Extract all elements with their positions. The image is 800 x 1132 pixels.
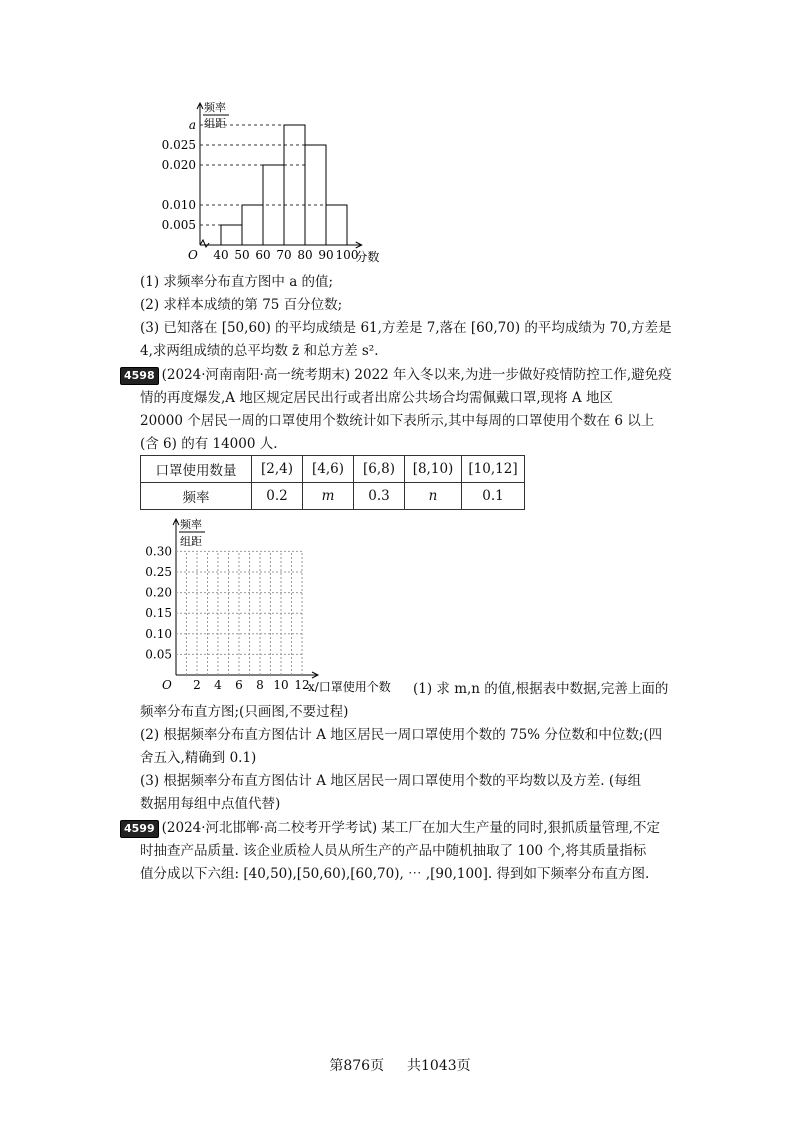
prev-q-item-4: 4,求两组成绩的总平均数 z̄ 和总方差 s². (140, 343, 379, 359)
axis-break-icon (200, 240, 209, 247)
y-tick-label: 0.20 (145, 585, 172, 600)
x-tick-label: 8 (256, 678, 264, 692)
x-tick-label: 90 (318, 248, 334, 262)
x-tick-label: 2 (193, 678, 201, 692)
x-tick-label: 80 (297, 248, 313, 262)
y-tick-label: 0.25 (145, 565, 172, 579)
y-label-bottom: 组距 (180, 535, 202, 548)
x-tick-label: 4 (214, 678, 222, 692)
q4598-item-5: 数据用每组中点值代替) (140, 796, 281, 812)
y-tick-label: 0.025 (161, 138, 196, 152)
table-header-row (141, 456, 525, 483)
x-tick-label: 10 (273, 678, 289, 692)
table-cell: [4,6) (303, 456, 354, 483)
table-cell: [2,4) (252, 456, 303, 483)
table-cell: 0.2 (252, 483, 303, 510)
x-tick-label: 40 (213, 248, 229, 262)
prev-q-item-1: (1) 求频率分布直方图中 a 的值; (140, 274, 334, 290)
q4599-line-2: 时抽查产品质量. 该企业质检人员从所生产的产品中随机抽取了 100 个,将其质量指标 (140, 843, 647, 859)
prev-q-item-2: (2) 求样本成绩的第 75 百分位数; (140, 297, 343, 313)
table-cell: m (303, 483, 354, 510)
histogram-bar (242, 205, 263, 245)
prev-q-item-3: (3) 已知落在 [50,60) 的平均成绩是 61,方差是 7,落在 [60,70) 的平均成绩为 70,方差是 (140, 320, 672, 336)
table-cell: n (405, 483, 462, 510)
table-cell: 0.3 (354, 483, 405, 510)
y-tick-label: 0.30 (145, 544, 172, 559)
y-tick-label: 0.10 (145, 626, 172, 641)
y-tick-label: a (188, 118, 196, 132)
q4598-item-1: 频率分布直方图;(只画图,不要过程) (140, 704, 349, 720)
x-tick-label: 12 (294, 678, 310, 692)
histogram-bar (221, 225, 242, 245)
table-cell: [10,12] (462, 456, 525, 483)
page-footer (0, 1055, 800, 1075)
q4598-text-1: (2024·河南南阳·高一统考期末) 2022 年入冬以来,为进一步做好疫情防控工作,避免疫 (161, 367, 672, 383)
q4599-number-badge: 4599 (120, 820, 159, 838)
histogram-bar (284, 125, 305, 245)
mask-usage-table (140, 455, 525, 510)
y-tick-label: 0.15 (145, 606, 172, 621)
origin-label: O (188, 248, 198, 262)
x-axis-label: x/口罩使用个数 (308, 680, 391, 694)
mask-usage-grid (140, 515, 420, 695)
q4598-line-3: 20000 个居民一周的口罩使用个数统计如下表所示,其中每周的口罩使用个数在 6 以上 (140, 413, 655, 429)
origin-label: O (162, 678, 172, 692)
q4599-line-3: 值分成以下六组: [40,50),[50,60),[60,70), ⋯ ,[90,100]. 得到如下频率分布直方图. (140, 866, 650, 882)
score-histogram (140, 95, 400, 275)
page-number: 第876页 (329, 1058, 385, 1074)
x-tick-label: 50 (234, 248, 250, 262)
q4599-line-1 (120, 818, 660, 838)
q4598-item-2: (2) 根据频率分布直方图估计 A 地区居民一周口罩使用个数的 75% 分位数和中位数;(四 (140, 727, 663, 743)
table-cell: 口罩使用数量 (141, 456, 252, 483)
x-tick-label: 70 (276, 248, 292, 262)
table-cell: 频率 (141, 483, 252, 510)
q4598-item-4: (3) 根据频率分布直方图估计 A 地区居民一周口罩使用个数的平均数以及方差. (每组 (140, 773, 642, 789)
y-tick-label: 0.05 (145, 647, 172, 662)
y-tick-label: 0.010 (161, 198, 196, 212)
table-cell: [6,8) (354, 456, 405, 483)
x-tick-label: 6 (235, 678, 243, 692)
y-tick-label: 0.020 (161, 158, 196, 172)
q4598-line-1 (120, 365, 672, 385)
histogram-bar (305, 145, 326, 245)
x-tick-label: 100 (335, 248, 359, 262)
q4598-inline-q1: (1) 求 m,n 的值,根据表中数据,完善上面的 (413, 681, 669, 697)
q4598-line-2: 情的再度爆发,A 地区规定居民出行或者出席公共场合均需佩戴口罩,现将 A 地区 (140, 390, 613, 406)
y-label-top: 频率 (204, 101, 226, 114)
y-label-top: 频率 (180, 518, 202, 531)
table-cell: 0.1 (462, 483, 525, 510)
table-row (141, 483, 525, 510)
x-axis-label: 分数 (355, 250, 380, 264)
page-total: 共1043页 (407, 1058, 471, 1074)
x-tick-label: 60 (255, 248, 271, 262)
y-label-bottom: 组距 (204, 117, 226, 130)
q4599-text-1: (2024·河北邯郸·高二校考开学考试) 某工厂在加大生产量的同时,狠抓质量管理,不定 (161, 820, 660, 836)
y-tick-label: 0.005 (161, 218, 196, 232)
q4598-line-4: (含 6) 的有 14000 人. (140, 436, 278, 452)
q4598-item-3: 舍五入,精确到 0.1) (140, 750, 257, 766)
table-cell: [8,10) (405, 456, 462, 483)
q4598-number-badge: 4598 (120, 367, 159, 385)
histogram-bar (326, 205, 347, 245)
